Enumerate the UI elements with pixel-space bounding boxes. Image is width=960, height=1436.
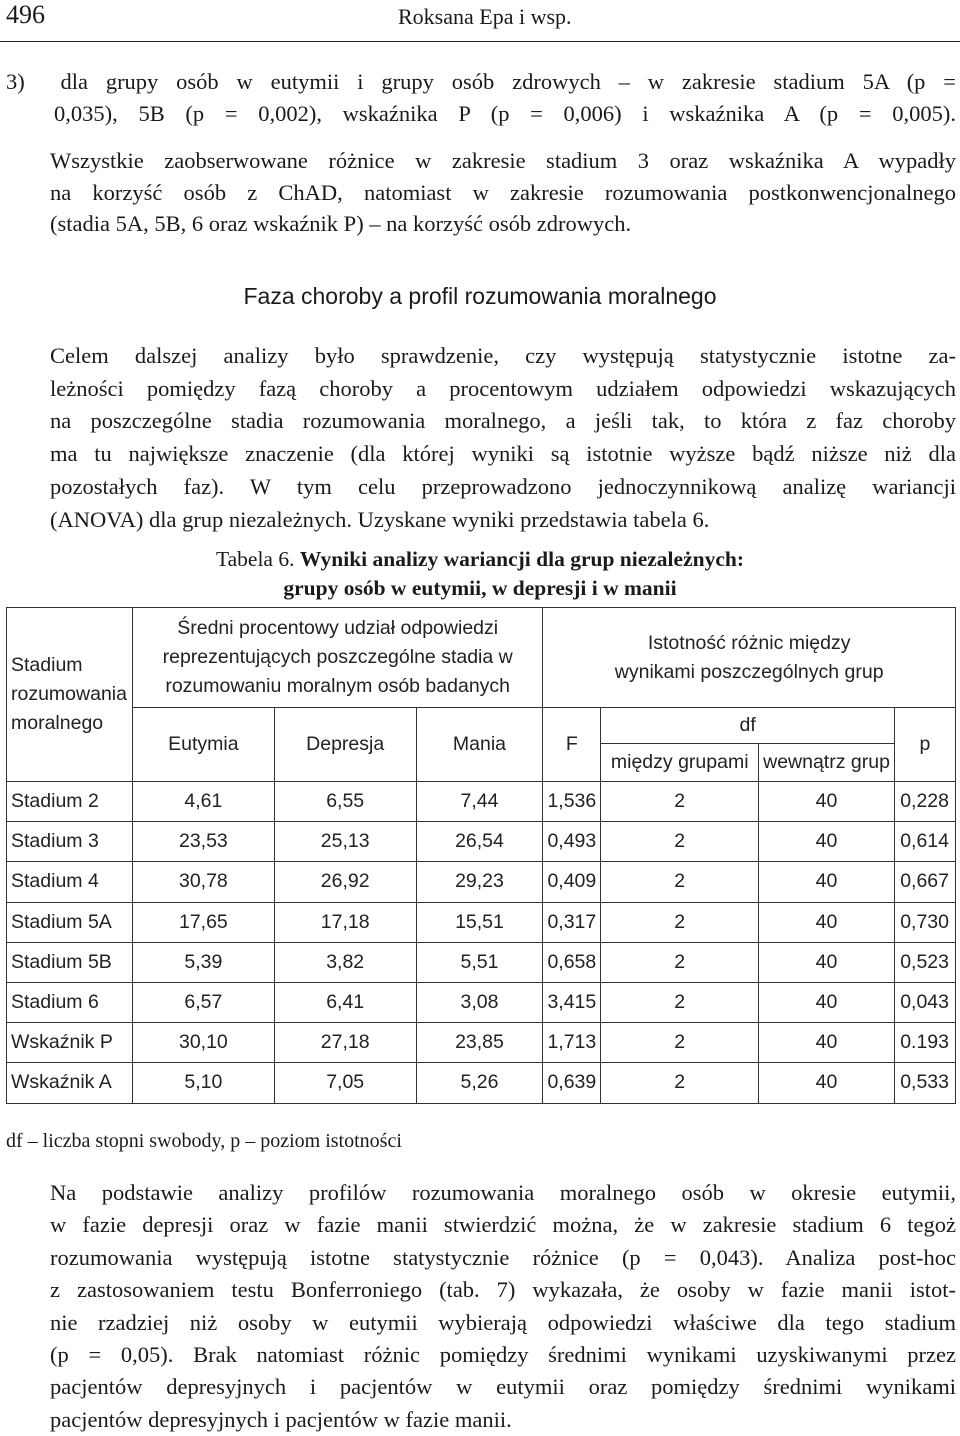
mania-column-header: Mania xyxy=(416,708,543,782)
text-line: pozostałych faz). W tym celu przeprowadzono jednoczynnikową analizę wariancji xyxy=(50,473,956,499)
mania-cell: 26,54 xyxy=(416,822,543,862)
f-cell: 3,415 xyxy=(543,982,601,1022)
mania-cell: 23,85 xyxy=(416,1023,543,1063)
table-row xyxy=(7,862,956,902)
p-cell: 0.193 xyxy=(894,1023,955,1063)
depresja-cell: 17,18 xyxy=(274,902,416,942)
df-within-cell: 40 xyxy=(759,942,895,982)
df-within-cell: 40 xyxy=(759,822,895,862)
depresja-cell: 6,55 xyxy=(274,782,416,822)
p-cell: 0,523 xyxy=(894,942,955,982)
running-head: Roksana Epa i wsp. xyxy=(398,4,572,29)
stage-column-header: Stadium rozumowania moralnego xyxy=(7,608,133,782)
mean-share-group-header: Średni procentowy udział odpowiedzi reprezentujących poszczególne stadia w rozumowaniu moralnym osób badanych xyxy=(132,608,542,708)
paragraph-analysis-intro xyxy=(6,340,956,536)
depresja-cell: 6,41 xyxy=(274,982,416,1022)
f-cell: 0,639 xyxy=(543,1063,601,1103)
df-within-cell: 40 xyxy=(759,862,895,902)
table-row xyxy=(7,822,956,862)
eutymia-column-header: Eutymia xyxy=(132,708,274,782)
text-line: 0,035), 5B (p = 0,002), wskaźnika P (p = 0,006) i wskaźnika A (p = 0,005). xyxy=(54,100,956,126)
text-line: pacjentów depresyjnych i pacjentów w eutymii oraz pomiędzy średnimi wynikami xyxy=(50,1374,956,1400)
table-row xyxy=(7,982,956,1022)
p-cell: 0,228 xyxy=(894,782,955,822)
df-within-header: wewnątrz grup xyxy=(759,744,895,782)
df-within-cell: 40 xyxy=(759,902,895,942)
depresja-cell: 27,18 xyxy=(274,1023,416,1063)
eutymia-cell: 23,53 xyxy=(132,822,274,862)
depresja-cell: 26,92 xyxy=(274,862,416,902)
stage-cell: Stadium 2 xyxy=(7,782,133,822)
df-between-cell: 2 xyxy=(601,1063,759,1103)
f-cell: 0,409 xyxy=(543,862,601,902)
stage-cell: Wskaźnik A xyxy=(7,1063,133,1103)
table-row xyxy=(7,902,956,942)
page-number: 496 xyxy=(6,0,45,29)
header-rule xyxy=(0,41,960,42)
text-line: z zastosowaniem testu Bonferroniego (tab. 7) wykazała, że osoby w fazie manii istot- xyxy=(50,1277,956,1303)
table-caption xyxy=(0,545,960,603)
mania-cell: 15,51 xyxy=(416,902,543,942)
paragraph-conclusion xyxy=(6,1177,956,1436)
text-line: rozumowania występują istotne statystycznie różnice (p = 0,043). Analiza post-hoc xyxy=(50,1244,956,1270)
table-caption-label: Tabela 6. xyxy=(215,547,300,571)
p-column-header: p xyxy=(894,708,955,782)
mania-cell: 5,26 xyxy=(416,1063,543,1103)
eutymia-cell: 17,65 xyxy=(132,902,274,942)
table-row xyxy=(7,782,956,822)
text-line: Wszystkie zaobserwowane różnice w zakresie stadium 3 oraz wskaźnika A wypadły xyxy=(50,148,956,173)
text-line: (stadia 5A, 5B, 6 oraz wskaźnik P) – na korzyść osób zdrowych. xyxy=(50,211,632,236)
text-line: 3) dla grupy osób w eutymii i grupy osób zdrowych – w zakresie stadium 5A (p = xyxy=(6,69,956,94)
numbered-list-item xyxy=(6,66,956,129)
f-cell: 1,536 xyxy=(543,782,601,822)
text-line: w fazie depresji oraz w fazie manii stwierdzić można, że w zakresie stadium 6 tegoż xyxy=(50,1212,956,1238)
eutymia-cell: 30,10 xyxy=(132,1023,274,1063)
stage-cell: Stadium 6 xyxy=(7,982,133,1022)
p-cell: 0,043 xyxy=(894,982,955,1022)
text-line: pacjentów depresyjnych i pacjentów w fazie manii. xyxy=(50,1406,512,1432)
df-between-cell: 2 xyxy=(601,782,759,822)
f-column-header: F xyxy=(543,708,601,782)
depresja-cell: 3,82 xyxy=(274,942,416,982)
stage-cell: Stadium 5B xyxy=(7,942,133,982)
paragraph-summary xyxy=(6,145,956,240)
f-cell: 0,658 xyxy=(543,942,601,982)
text-line: Na podstawie analizy profilów rozumowania moralnego osób w okresie eutymii, xyxy=(50,1180,956,1205)
df-between-cell: 2 xyxy=(601,942,759,982)
mania-cell: 7,44 xyxy=(416,782,543,822)
text-line: na korzyść osób z ChAD, natomiast w zakresie rozumowania postkonwencjonalnego xyxy=(50,179,956,205)
eutymia-cell: 5,10 xyxy=(132,1063,274,1103)
df-within-cell: 40 xyxy=(759,782,895,822)
section-heading: Faza choroby a profil rozumowania moralnego xyxy=(243,283,717,309)
depresja-cell: 25,13 xyxy=(274,822,416,862)
df-within-cell: 40 xyxy=(759,1063,895,1103)
mania-cell: 5,51 xyxy=(416,942,543,982)
f-cell: 0,493 xyxy=(543,822,601,862)
table-caption-title-line2: grupy osób w eutymii, w depresji i w manii xyxy=(283,576,677,600)
anova-results-table xyxy=(6,607,956,1104)
df-between-cell: 2 xyxy=(601,862,759,902)
mania-cell: 3,08 xyxy=(416,982,543,1022)
p-cell: 0,533 xyxy=(894,1063,955,1103)
text-line: leżności pomiędzy fazą choroby a procentowym udziałem odpowiedzi wskazujących xyxy=(50,375,956,401)
text-line: Celem dalszej analizy było sprawdzenie, czy występują statystycznie istotne za- xyxy=(50,343,956,368)
table-caption-title: Wyniki analizy wariancji dla grup niezależnych: xyxy=(299,547,744,571)
eutymia-cell: 30,78 xyxy=(132,862,274,902)
table-row xyxy=(7,1063,956,1103)
mania-cell: 29,23 xyxy=(416,862,543,902)
table-row xyxy=(7,1023,956,1063)
df-within-cell: 40 xyxy=(759,982,895,1022)
df-group-header: df xyxy=(601,708,895,744)
stage-cell: Stadium 3 xyxy=(7,822,133,862)
df-within-cell: 40 xyxy=(759,1023,895,1063)
page-header xyxy=(0,0,960,42)
text-line: (p = 0,05). Brak natomiast różnic pomiędzy średnimi wynikami uzyskiwanymi przez xyxy=(50,1342,956,1368)
eutymia-cell: 5,39 xyxy=(132,942,274,982)
stage-cell: Stadium 4 xyxy=(7,862,133,902)
eutymia-cell: 4,61 xyxy=(132,782,274,822)
text-line: (ANOVA) dla grup niezależnych. Uzyskane wyniki przedstawia tabela 6. xyxy=(50,506,710,532)
p-cell: 0,614 xyxy=(894,822,955,862)
depresja-cell: 7,05 xyxy=(274,1063,416,1103)
table-row xyxy=(7,942,956,982)
df-between-cell: 2 xyxy=(601,982,759,1022)
df-between-cell: 2 xyxy=(601,902,759,942)
text-line: nie rzadziej niż osoby w eutymii wybierają odpowiedzi właściwe dla tego stadium xyxy=(50,1309,956,1335)
text-line: ma tu największe znaczenie (dla której wyniki są istotnie wyższe bądź niższe niż dla xyxy=(50,441,956,467)
stage-cell: Stadium 5A xyxy=(7,902,133,942)
df-between-cell: 2 xyxy=(601,1023,759,1063)
f-cell: 1,713 xyxy=(543,1023,601,1063)
depresja-column-header: Depresja xyxy=(274,708,416,782)
significance-group-header: Istotność różnic między wynikami poszczególnych grup xyxy=(543,608,956,708)
eutymia-cell: 6,57 xyxy=(132,982,274,1022)
p-cell: 0,667 xyxy=(894,862,955,902)
table-footnote: df – liczba stopni swobody, p – poziom istotności xyxy=(6,1130,402,1152)
stage-cell: Wskaźnik P xyxy=(7,1023,133,1063)
f-cell: 0,317 xyxy=(543,902,601,942)
text-line: na poszczególne stadia rozumowania moralnego, a jeśli tak, to która z faz choroby xyxy=(50,408,956,434)
df-between-header: między grupami xyxy=(601,744,759,782)
df-between-cell: 2 xyxy=(601,822,759,862)
p-cell: 0,730 xyxy=(894,902,955,942)
